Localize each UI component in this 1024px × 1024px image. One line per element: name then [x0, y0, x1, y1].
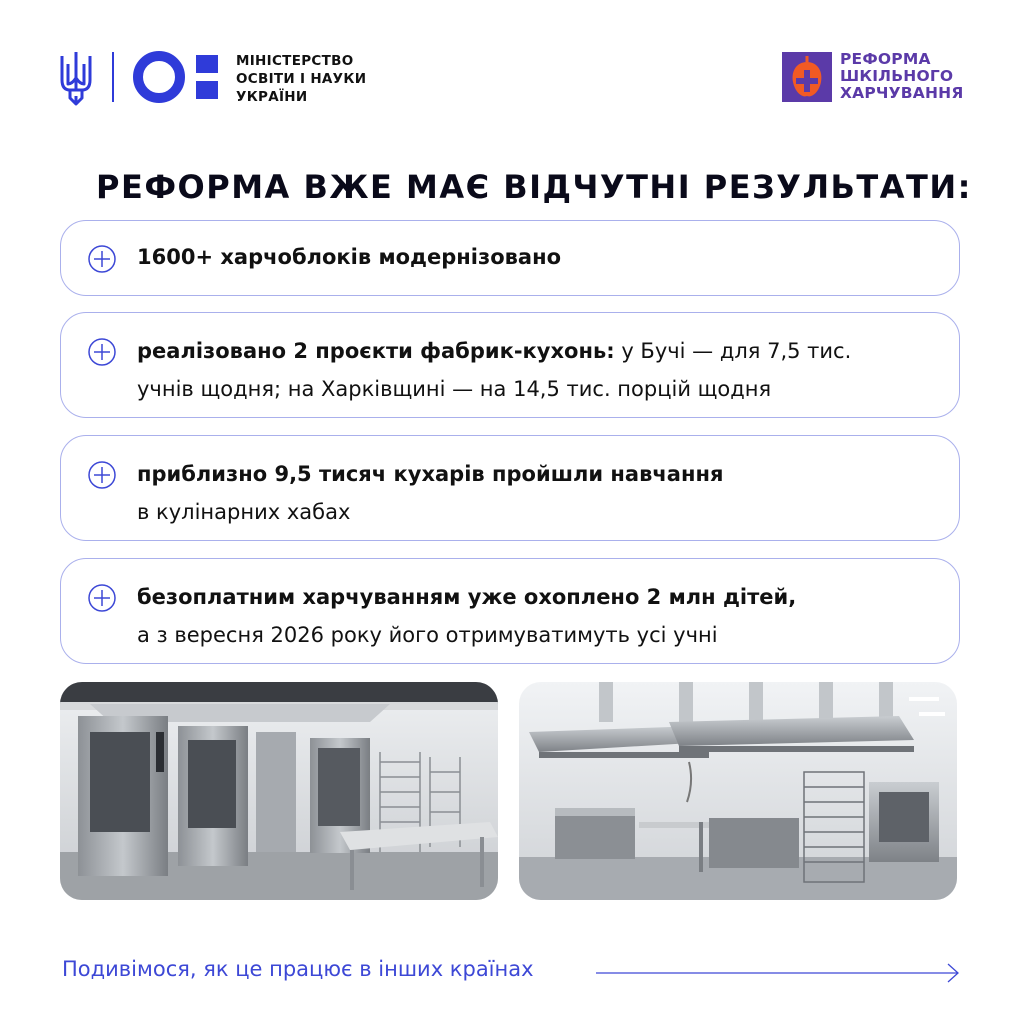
card-bold-text: приблизно 9,5 тисяч кухарів пройшли навчання [137, 462, 724, 486]
card-second-line: в кулінарних хабах [137, 500, 351, 524]
card-text [137, 578, 939, 654]
reform-line: ШКІЛЬНОГО [840, 67, 954, 85]
card-text [137, 238, 939, 276]
plus-icon [87, 583, 117, 613]
header [0, 0, 1024, 130]
header-divider [112, 52, 114, 102]
result-card [60, 558, 960, 664]
card-second-line: учнів щодня; на Харківщині — на 14,5 тис. порцій щодня [137, 377, 772, 401]
reform-line: ХАРЧУВАННЯ [840, 84, 964, 102]
result-card [60, 435, 960, 541]
card-bold-text: безоплатним харчуванням уже охоплено 2 млн дітей, [137, 585, 797, 609]
ministry-line: МІНІСТЕРСТВО [236, 53, 354, 69]
reform-logo [782, 52, 832, 102]
card-bold-text: 1600+ харчоблоків модернізовано [137, 245, 562, 269]
ministry-name [236, 52, 366, 106]
result-card [60, 312, 960, 418]
trident-icon [58, 50, 94, 106]
card-text [137, 332, 939, 408]
ministry-line: ОСВІТИ І НАУКИ [236, 71, 367, 87]
card-second-line: а з вересня 2026 року його отримуватимуть усі учні [137, 623, 718, 647]
arrow-right-icon[interactable] [596, 962, 962, 984]
kitchen-photo-ovens [60, 682, 498, 900]
reform-name [840, 51, 963, 102]
card-text [137, 455, 939, 531]
footer-link-text[interactable]: Подивімося, як це працює в інших країнах [62, 957, 534, 981]
result-card [60, 220, 960, 296]
reform-line: РЕФОРМА [840, 50, 931, 68]
kitchen-photo-hoods [519, 682, 957, 900]
ministry-line: УКРАЇНИ [236, 89, 308, 105]
page-title: РЕФОРМА ВЖЕ МАЄ ВІДЧУТНІ РЕЗУЛЬТАТИ: [96, 168, 972, 206]
plus-icon [87, 460, 117, 490]
plus-icon [87, 337, 117, 367]
plus-icon [87, 244, 117, 274]
card-bold-text: реалізовано 2 проєкти фабрик-кухонь: [137, 339, 615, 363]
mon-logo [132, 50, 222, 104]
card-regular-text: у Бучі — для 7,5 тис. [614, 339, 852, 363]
